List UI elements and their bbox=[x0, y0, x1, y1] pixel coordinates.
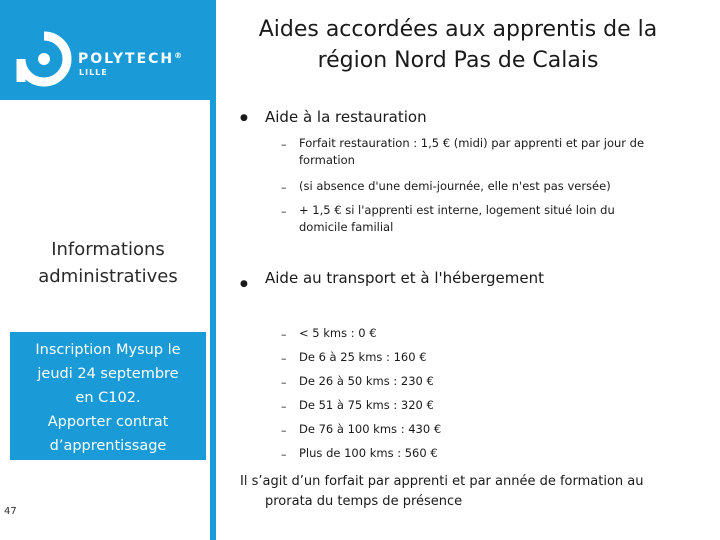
dash-icon: – bbox=[281, 352, 287, 365]
brand-name: POLYTECH® bbox=[78, 51, 185, 67]
list-item: De 51 à 75 kms : 320 € bbox=[299, 398, 434, 412]
bullet-icon: ● bbox=[240, 113, 248, 123]
dash-icon: – bbox=[281, 376, 287, 389]
dash-icon: – bbox=[281, 400, 287, 413]
sidebar-panel bbox=[0, 100, 210, 540]
footer-note: Il s’agit d’un forfait par apprenti et par année de formation au prorata du temps de présence bbox=[240, 474, 644, 509]
dash-icon: – bbox=[281, 181, 287, 194]
brand-sub: LILLE bbox=[79, 68, 108, 77]
dash-icon: – bbox=[281, 448, 287, 461]
list-item: Plus de 100 kms : 560 € bbox=[299, 446, 438, 460]
list-item: De 6 à 25 kms : 160 € bbox=[299, 350, 427, 364]
dash-icon: – bbox=[281, 328, 287, 341]
section-restauration-heading: Aide à la restauration bbox=[265, 108, 427, 126]
list-item: (si absence d'une demi-journée, elle n'est pas versée) bbox=[299, 179, 611, 193]
dash-icon: – bbox=[281, 138, 287, 151]
info-callout-text: Inscription Mysup le jeudi 24 septembre en C102. Apporter contrat d’apprentissage bbox=[35, 342, 181, 454]
list-item: Forfait restauration : 1,5 € (midi) par apprenti et par jour de formation bbox=[299, 136, 645, 167]
page-number: 47 bbox=[4, 506, 17, 517]
sidebar-title: Informations administratives bbox=[38, 239, 178, 287]
list-item: De 26 à 50 kms : 230 € bbox=[299, 374, 434, 388]
bullet-icon: ● bbox=[240, 279, 248, 289]
section-transport-heading: Aide au transport et à l'hébergement bbox=[265, 269, 544, 287]
polytech-logo-icon bbox=[14, 30, 74, 88]
list-item: De 76 à 100 kms : 430 € bbox=[299, 422, 442, 436]
page-title: Aides accordées aux apprentis de la région Nord Pas de Calais bbox=[258, 17, 658, 73]
dash-icon: – bbox=[281, 205, 287, 218]
list-item: + 1,5 € si l'apprenti est interne, logement situé loin du domicile familial bbox=[299, 203, 615, 234]
list-item: < 5 kms : 0 € bbox=[299, 326, 377, 340]
dash-icon: – bbox=[281, 424, 287, 437]
